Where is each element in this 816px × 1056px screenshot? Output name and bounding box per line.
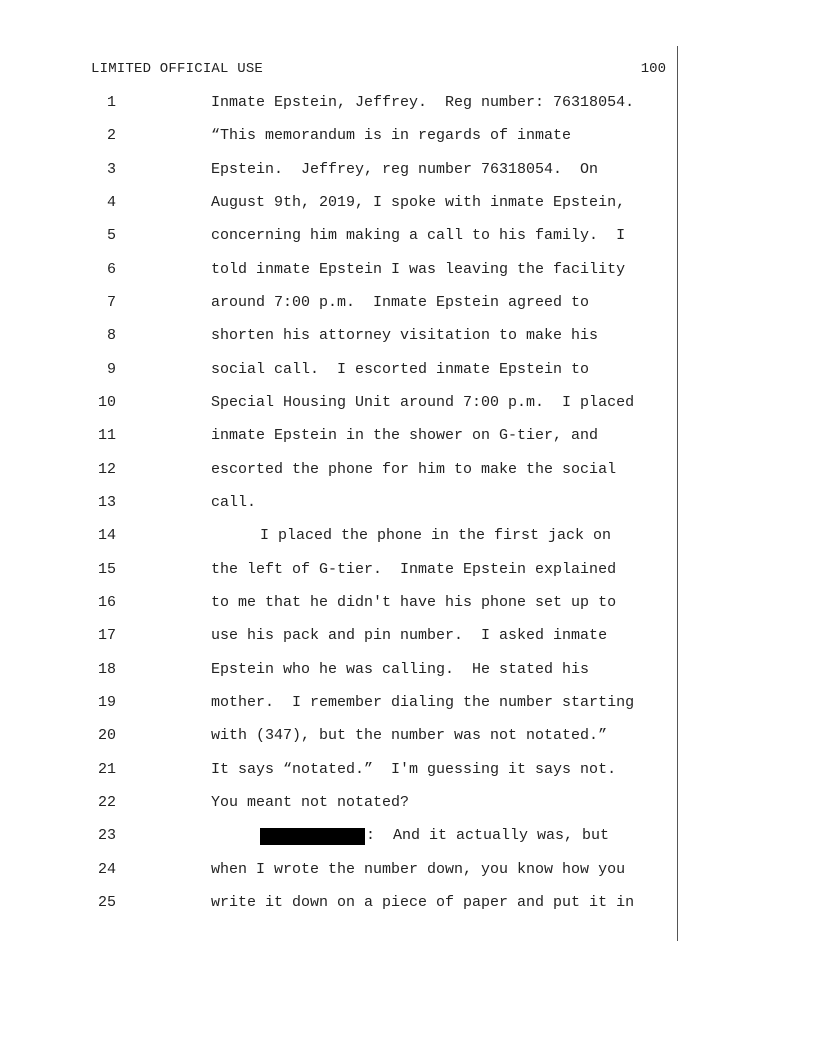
transcript-line [0,825,816,847]
line-number: 18 [97,661,116,678]
line-number: 24 [97,861,116,878]
transcript-line [0,792,816,814]
line-text: escorted the phone for him to make the social [211,461,617,478]
transcript-line [0,559,816,581]
line-text: Inmate Epstein, Jeffrey. Reg number: 76318054. [211,94,635,111]
transcript-line [0,159,816,181]
classification-header: LIMITED OFFICIAL USE [91,61,264,77]
line-text: when I wrote the number down, you know how you [211,861,626,878]
line-number: 16 [97,594,116,611]
line-text: You meant not notated? [211,794,410,811]
line-number: 9 [106,361,116,378]
line-text: with (347), but the number was not notated.” [211,727,608,744]
line-number: 7 [106,294,116,311]
line-text: Epstein. Jeffrey, reg number 76318054. On [211,161,599,178]
transcript-line [0,625,816,647]
line-number: 10 [97,394,116,411]
transcript-line [0,359,816,381]
line-number: 20 [97,727,116,744]
transcript-line [0,592,816,614]
line-number: 4 [106,194,116,211]
redaction-box [260,828,365,845]
line-text: inmate Epstein in the shower on G-tier, and [211,427,599,444]
transcript-line [0,759,816,781]
transcript-line [0,125,816,147]
page-number: 100 [640,61,666,77]
line-text: mother. I remember dialing the number starting [211,694,635,711]
transcript-line [0,392,816,414]
line-number: 11 [97,427,116,444]
line-text: write it down on a piece of paper and put it in [211,894,635,911]
line-number: 21 [97,761,116,778]
transcript-line [0,892,816,914]
transcript-line [0,325,816,347]
transcript-line [0,525,816,547]
line-number: 6 [106,261,116,278]
transcript-line [0,492,816,514]
line-number: 3 [106,161,116,178]
line-number: 25 [97,894,116,911]
line-text: the left of G-tier. Inmate Epstein explained [211,561,617,578]
line-number: 14 [97,527,116,544]
line-number: 13 [97,494,116,511]
line-number: 23 [97,827,116,844]
line-number: 8 [106,327,116,344]
line-number: 22 [97,794,116,811]
line-text: call. [211,494,257,511]
transcript-line [0,692,816,714]
transcript-line [0,292,816,314]
transcript-line [0,225,816,247]
line-text: social call. I escorted inmate Epstein to [211,361,590,378]
transcript-line [0,92,816,114]
transcript-line [0,192,816,214]
line-number: 2 [106,127,116,144]
line-text: August 9th, 2019, I spoke with inmate Epstein, [211,194,626,211]
transcript-line [0,459,816,481]
line-text: Epstein who he was calling. He stated his [211,661,590,678]
line-number: 17 [97,627,116,644]
line-text: to me that he didn't have his phone set up to [211,594,617,611]
line-text: : And it actually was, but [366,827,610,844]
line-number: 1 [106,94,116,111]
line-number: 12 [97,461,116,478]
transcript-line [0,725,816,747]
line-text: “This memorandum is in regards of inmate [211,127,572,144]
line-text: around 7:00 p.m. Inmate Epstein agreed to [211,294,590,311]
line-text: use his pack and pin number. I asked inmate [211,627,608,644]
line-text: concerning him making a call to his family. I [211,227,626,244]
line-number: 15 [97,561,116,578]
transcript-line [0,859,816,881]
line-number: 19 [97,694,116,711]
line-text: I placed the phone in the first jack on [260,527,612,544]
transcript-line [0,259,816,281]
line-text: shorten his attorney visitation to make his [211,327,599,344]
line-text: It says “notated.” I'm guessing it says not. [211,761,617,778]
transcript-line [0,425,816,447]
transcript-line [0,659,816,681]
line-text: Special Housing Unit around 7:00 p.m. I placed [211,394,635,411]
line-text: told inmate Epstein I was leaving the facility [211,261,626,278]
line-number: 5 [106,227,116,244]
